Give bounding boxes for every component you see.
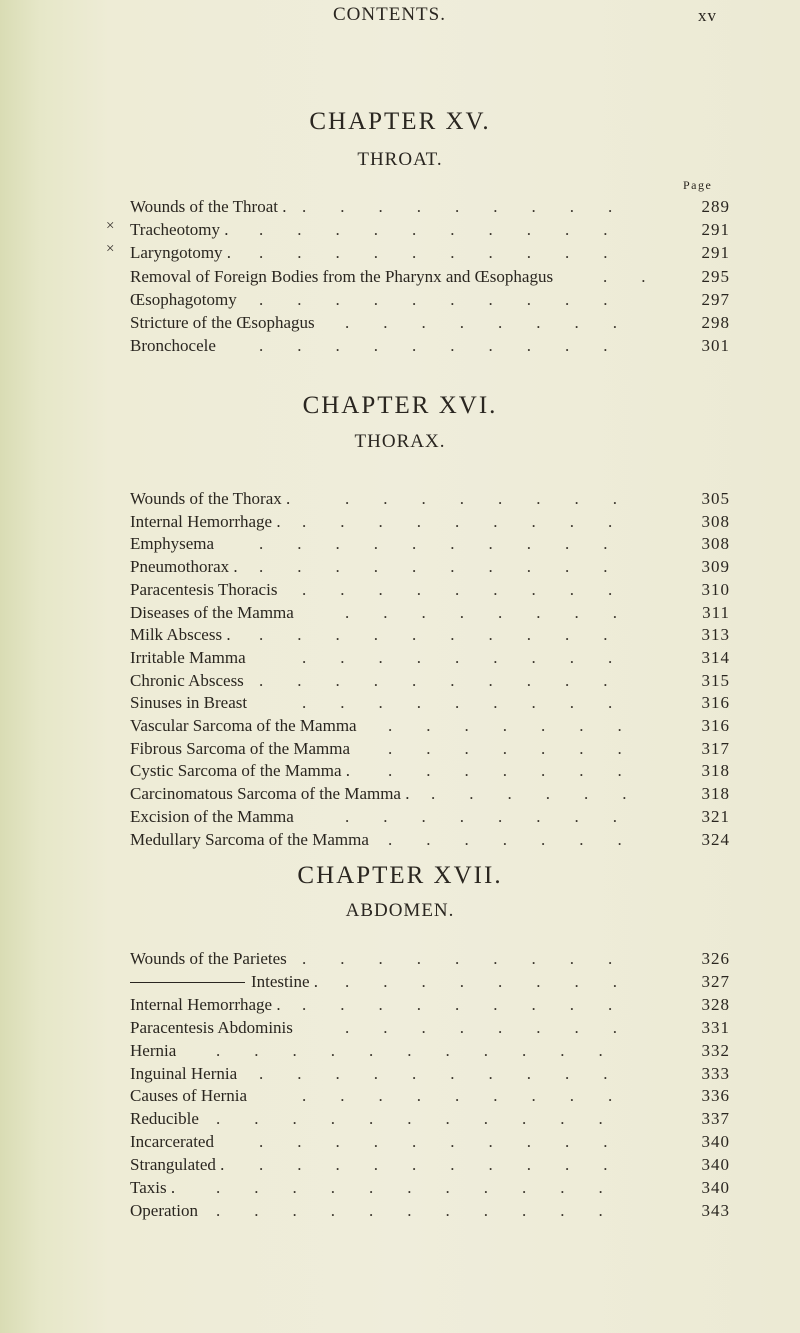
toc-entry xyxy=(130,1040,730,1062)
toc-entry xyxy=(130,335,730,357)
leader-dots: . . . . . . . . . . xyxy=(259,243,642,263)
toc-entry xyxy=(130,624,730,646)
ditto-rule xyxy=(130,982,245,983)
toc-entry-title xyxy=(130,647,246,669)
toc-entry xyxy=(130,647,730,669)
leader-dots: . . . . . . . . xyxy=(345,1017,651,1037)
toc-entry-title xyxy=(130,312,315,334)
leader-dots: . . xyxy=(603,266,680,286)
toc-entry xyxy=(130,266,730,288)
toc-entry-title xyxy=(130,602,294,624)
toc-entry-title xyxy=(130,738,350,760)
leader-dots: . . . . . . . xyxy=(388,738,656,758)
chapter-heading: CHAPTER XV. xyxy=(309,108,491,135)
toc-entry-page: 318 xyxy=(701,784,730,804)
toc-entry-label: Emphysema xyxy=(130,534,215,554)
toc-entry-title xyxy=(130,1200,198,1222)
leader-dots: . . . . . . . . . xyxy=(302,994,647,1014)
toc-entry-page: 332 xyxy=(701,1040,730,1060)
toc-entry-title xyxy=(130,994,281,1016)
leader-dots: . . . . . . . . . xyxy=(302,647,647,667)
toc-entry-label: Milk Abscess . xyxy=(130,625,231,645)
toc-entry-page: 298 xyxy=(701,313,730,332)
toc-entry-page: 331 xyxy=(701,1017,730,1037)
toc-entry-label: Stricture of the Œsophagus xyxy=(130,313,315,332)
toc-entry xyxy=(130,829,730,851)
toc-entry-page: 305 xyxy=(701,489,730,508)
toc-entry-label: Wounds of the Parietes xyxy=(130,949,287,968)
leader-dots: . . . . . . . . . . xyxy=(259,625,642,645)
toc-entry-page: 340 xyxy=(701,1155,730,1175)
toc-entry-page: 314 xyxy=(701,647,730,667)
toc-entry-label: Carcinomatous Sarcoma of the Mamma . xyxy=(130,784,410,804)
leader-dots: . . . . . . . . . . . xyxy=(216,1040,637,1060)
leader-dots: . . . . . . . . . . xyxy=(259,336,642,356)
toc-entry-page: 343 xyxy=(701,1200,730,1220)
toc-entry-title xyxy=(130,556,238,578)
toc-entry-title xyxy=(130,715,357,737)
toc-entry xyxy=(130,196,730,218)
toc-entry-title xyxy=(130,219,229,241)
toc-entry-title xyxy=(130,948,287,970)
toc-entry xyxy=(130,1131,730,1153)
toc-entry xyxy=(130,1108,730,1130)
leader-dots: . . . . . . . xyxy=(388,716,656,735)
toc-entry-title xyxy=(130,1131,214,1153)
toc-entry xyxy=(130,692,730,714)
toc-entry-label: Internal Hemorrhage . xyxy=(130,511,281,531)
leader-dots: . . . . . . . . . xyxy=(302,511,647,531)
leader-dots: . . . . . . xyxy=(431,784,661,804)
leader-dots: . . . . . . . . . . xyxy=(259,1132,642,1152)
leader-dots: . . . . . . . . . . xyxy=(259,670,642,690)
toc-entry-label: Taxis . xyxy=(130,1178,176,1197)
toc-entry xyxy=(130,242,730,264)
toc-entry-title xyxy=(130,1154,224,1176)
toc-entry-page: 333 xyxy=(701,1063,730,1083)
toc-entry-title xyxy=(130,1085,247,1107)
toc-entry-page: 327 xyxy=(701,971,730,991)
toc-entry-label: Wounds of the Thorax . xyxy=(130,489,291,508)
toc-entry xyxy=(130,670,730,692)
toc-entry-title xyxy=(130,335,216,357)
toc-entry xyxy=(130,738,730,760)
margin-pencil-mark: × xyxy=(106,241,115,257)
leader-dots: . . . . . . . . xyxy=(345,313,651,332)
toc-entry-label: Cystic Sarcoma of the Mamma . xyxy=(130,761,351,781)
toc-entry-title xyxy=(130,488,290,510)
toc-entry-page: 328 xyxy=(701,994,730,1014)
toc-entry-page: 340 xyxy=(701,1178,730,1197)
toc-entry-label: Inguinal Hernia xyxy=(130,1063,238,1083)
toc-entry xyxy=(130,806,730,828)
toc-entry-label: Fibrous Sarcoma of the Mamma xyxy=(130,738,351,758)
leader-dots: . . . . . . . . . . xyxy=(259,534,642,554)
toc-entry-label: Strangulated . xyxy=(130,1155,225,1175)
toc-entry-page: 316 xyxy=(701,693,730,713)
toc-entry-page: 308 xyxy=(701,511,730,531)
toc-entry-label: Intestine . xyxy=(251,971,319,991)
toc-entry-label: Sinuses in Breast xyxy=(130,693,248,713)
toc-entry xyxy=(130,312,730,334)
toc-entry-label: Medullary Sarcoma of the Mamma xyxy=(130,829,369,849)
leader-dots: . . . . . . . . xyxy=(345,971,651,991)
toc-entry-title xyxy=(130,533,214,555)
toc-entry-label: Removal of Foreign Bodies from the Pharynx and Œsophagus xyxy=(130,266,554,286)
toc-entry-title xyxy=(130,1017,293,1039)
leader-dots: . . . . . . . . . . xyxy=(259,1155,642,1175)
leader-dots: . . . . . . . . . . . xyxy=(216,1109,637,1129)
toc-entry xyxy=(130,1177,730,1199)
toc-entry xyxy=(130,1154,730,1176)
leader-dots: . . . . . . . . . . xyxy=(259,1063,642,1083)
toc-entry-title xyxy=(130,1040,176,1062)
toc-entry xyxy=(130,289,730,311)
toc-entry-page: 310 xyxy=(701,579,730,599)
toc-entry-label: Œsophagotomy xyxy=(130,289,237,309)
running-head xyxy=(0,4,800,30)
toc-entry-label: Bronchocele xyxy=(130,336,216,356)
leader-dots: . . . . . . . xyxy=(388,829,656,849)
toc-entry-page: 315 xyxy=(701,670,730,690)
toc-entry-title xyxy=(130,266,553,288)
leader-dots: . . . . . . . . . . xyxy=(259,220,642,240)
toc-entry xyxy=(130,1200,730,1222)
leader-dots: . . . . . . . . xyxy=(345,806,651,826)
toc-entry-page: 316 xyxy=(701,716,730,735)
toc-entry-label: Hernia xyxy=(130,1040,177,1060)
leader-dots: . . . . . . . . . . . xyxy=(216,1178,637,1197)
toc-entry xyxy=(130,971,730,993)
toc-entry xyxy=(130,994,730,1016)
toc-entry-label: Paracentesis Abdominis xyxy=(130,1017,293,1037)
toc-entry-title xyxy=(130,196,287,218)
leader-dots: . . . . . . . . xyxy=(345,602,651,622)
toc-entry-label: Tracheotomy . xyxy=(130,220,229,240)
toc-entry-title xyxy=(130,242,231,264)
toc-entry-page: 308 xyxy=(701,534,730,554)
toc-entry-title xyxy=(130,1177,175,1199)
toc-entry-page: 340 xyxy=(701,1132,730,1152)
toc-entry-title xyxy=(130,760,350,782)
toc-entry xyxy=(130,579,730,601)
toc-entry xyxy=(130,783,730,805)
toc-entry-label: Diseases of the Mamma xyxy=(130,602,294,622)
toc-entry-label: Irritable Mamma xyxy=(130,647,246,667)
toc-entry xyxy=(130,1063,730,1085)
toc-entry-label: Pneumothorax . xyxy=(130,557,238,577)
toc-entry xyxy=(130,602,730,624)
toc-entry-page: 301 xyxy=(701,336,730,356)
toc-entry-title xyxy=(130,1108,199,1130)
toc-entry-page: 318 xyxy=(701,761,730,781)
toc-entry-label: Vascular Sarcoma of the Mamma xyxy=(130,716,357,735)
toc-entry-label: Causes of Hernia xyxy=(130,1086,248,1106)
margin-pencil-mark: × xyxy=(106,218,115,234)
toc-entry-label: Wounds of the Throat . xyxy=(130,197,287,216)
toc-entry-page: 317 xyxy=(701,738,730,758)
leader-dots: . . . . . . . . . xyxy=(302,949,647,968)
toc-entry xyxy=(130,1085,730,1107)
toc-entry-title xyxy=(130,579,277,601)
toc-entry-page: 309 xyxy=(701,557,730,577)
toc-entry xyxy=(130,488,730,510)
chapter-heading: CHAPTER XVI. xyxy=(302,392,498,419)
toc-entry-page: 313 xyxy=(701,625,730,645)
chapter-heading: CHAPTER XVII. xyxy=(297,862,503,889)
running-head-title: CONTENTS. xyxy=(333,4,446,25)
toc-entry xyxy=(130,760,730,782)
toc-entry-page: 291 xyxy=(701,243,730,263)
toc-entry xyxy=(130,1017,730,1039)
toc-entry-page: 289 xyxy=(701,197,730,216)
section-heading: THROAT. xyxy=(357,149,443,170)
leader-dots: . . . . . . . . . . xyxy=(259,289,642,309)
toc-entry-title xyxy=(130,783,409,805)
section-heading: ABDOMEN. xyxy=(345,900,455,921)
toc-entry-page: 295 xyxy=(701,266,730,286)
toc-entry-title xyxy=(130,289,237,311)
toc-entry-title xyxy=(130,624,231,646)
toc-entry-page: 297 xyxy=(701,289,730,309)
running-head-page-number: xv xyxy=(698,6,717,25)
toc-entry-title xyxy=(130,971,318,993)
toc-entry-label: Excision of the Mamma xyxy=(130,806,294,826)
toc-entry xyxy=(130,715,730,737)
leader-dots: . . . . . . . . . . xyxy=(259,557,642,577)
toc-entry-label: Paracentesis Thoracis xyxy=(130,579,278,599)
toc-entry-title xyxy=(130,692,247,714)
toc-entry-page: 291 xyxy=(701,220,730,240)
toc-entry-page: 336 xyxy=(701,1086,730,1106)
page-column-label: Page xyxy=(683,178,713,192)
leader-dots: . . . . . . . . . xyxy=(302,197,647,216)
leader-dots: . . . . . . . . . xyxy=(302,693,647,713)
toc-entry-page: 311 xyxy=(702,602,730,622)
toc-entry-label: Chronic Abscess xyxy=(130,670,244,690)
toc-entry-title xyxy=(130,670,244,692)
toc-entry xyxy=(130,219,730,241)
toc-entry-title xyxy=(130,806,294,828)
toc-entry-label: Incarcerated xyxy=(130,1132,214,1152)
toc-entry-label: Internal Hemorrhage . xyxy=(130,994,281,1014)
toc-entry-title xyxy=(130,829,369,851)
toc-entry-page: 321 xyxy=(701,806,730,826)
toc-entry-page: 326 xyxy=(701,949,730,968)
toc-entry-label: Operation xyxy=(130,1200,198,1220)
leader-dots: . . . . . . . . . . . xyxy=(216,1200,637,1220)
toc-entry xyxy=(130,533,730,555)
leader-dots: . . . . . . . xyxy=(388,761,656,781)
toc-entry-label: Reducible xyxy=(130,1109,199,1129)
toc-entry-label: Laryngotomy . xyxy=(130,243,232,263)
toc-entry-page: 337 xyxy=(701,1109,730,1129)
toc-entry-page: 324 xyxy=(701,829,730,849)
leader-dots: . . . . . . . . xyxy=(345,489,651,508)
toc-entry xyxy=(130,948,730,970)
section-heading: THORAX. xyxy=(354,431,446,452)
toc-entry-title xyxy=(130,511,281,533)
toc-entry xyxy=(130,511,730,533)
leader-dots: . . . . . . . . . xyxy=(302,579,647,599)
toc-entry xyxy=(130,556,730,578)
toc-entry-title xyxy=(130,1063,237,1085)
leader-dots: . . . . . . . . . xyxy=(302,1086,647,1106)
